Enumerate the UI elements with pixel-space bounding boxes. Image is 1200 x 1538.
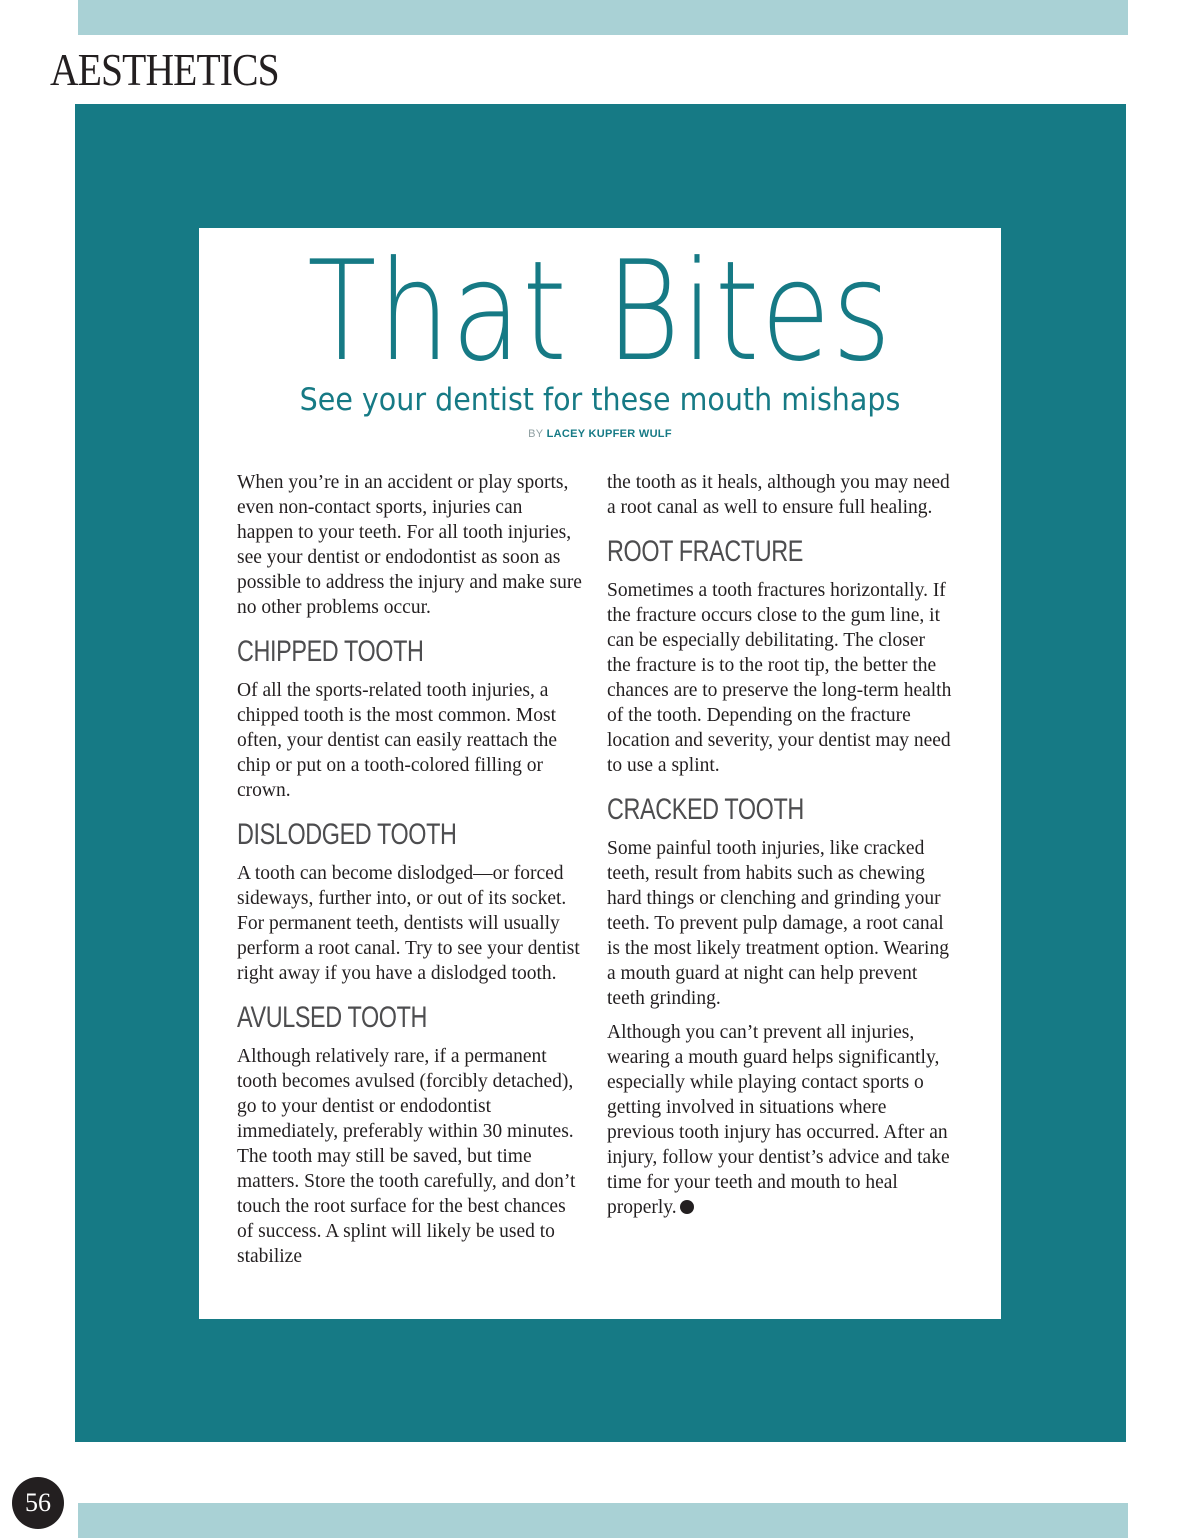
heading-avulsed-tooth: AVULSED TOOTH [237,1001,427,1034]
left-column [237,470,582,1269]
page-number: 56 [12,1477,64,1529]
end-mark-icon [680,1200,694,1214]
article-subtitle: See your dentist for these mouth mishaps [299,382,901,418]
heading-dislodged-tooth: DISLODGED TOOTH [237,818,457,851]
paragraph-root-fracture: Sometimes a tooth fractures horizontally. If the fracture occurs close to the gum line, it can be especially debilitating. The closer the fracture is to the root tip, the better the chances are to preserve the long-term health of the tooth. Depending on the fracture location and severity, your dentist may need to use a splint. [607,580,952,776]
top-decorative-bar [78,0,1128,35]
byline-prefix: BY [528,428,544,440]
paragraph-dislodged-tooth: A tooth can become dislodged—or forced sideways, further into, or out of its socket. For permanent teeth, dentists will usually perform a root canal. Try to see your dentist right away if you have a dislodged tooth. [237,863,580,984]
heading-root-fracture: ROOT FRACTURE [607,535,804,568]
byline [199,427,1001,441]
article-title: That Bites [307,231,893,392]
heading-chipped-tooth: CHIPPED TOOTH [237,635,424,668]
bottom-decorative-bar [78,1503,1128,1538]
right-column [607,470,952,1220]
paragraph-cracked-tooth: Some painful tooth injuries, like cracked teeth, result from habits such as chewing hard things or clenching and grinding your teeth. To prevent pulp damage, a root canal is the most likely treatment option. Wearing a mouth guard at night can help prevent teeth grinding. [607,838,949,1009]
section-label: AESTHETICS [50,44,279,95]
paragraph-chipped-tooth: Of all the sports-related tooth injuries, a chipped tooth is the most common. Most often, your dentist can easily reattach the chip or put on a tooth-colored filling or crown. [237,680,557,801]
paragraph-avulsed-tooth: Although relatively rare, if a permanent tooth becomes avulsed (forcibly detached), go to your dentist or endodontist immediately, preferably within 30 minutes. The tooth may still be saved, but time matters. Store the tooth carefully, and don’t touch the root surface for the best chances of success. A splint will likely be used to stabilize [237,1046,576,1267]
paragraph-avulsed-tooth-continued: the tooth as it heals, although you may need a root canal as well to ensure full healing. [607,472,950,518]
intro-paragraph: When you’re in an accident or play sports, even non-contact sports, injuries can happen to your teeth. For all tooth injuries, see your dentist or endodontist as soon as possible to address the injury and make sure no other problems occur. [237,472,582,618]
byline-author: LACEY KUPFER WULF [546,428,672,440]
conclusion-text: Although you can’t prevent all injuries, wearing a mouth guard helps significantly, especially while playing contact sports o getting involved in situations where previous tooth injury has occurred. After an injury, follow your dentist’s advice and take time for your teeth and mouth to heal properly. [607,1022,950,1218]
conclusion-paragraph [607,1020,952,1220]
heading-cracked-tooth: CRACKED TOOTH [607,793,804,826]
article-card [199,228,1001,1319]
